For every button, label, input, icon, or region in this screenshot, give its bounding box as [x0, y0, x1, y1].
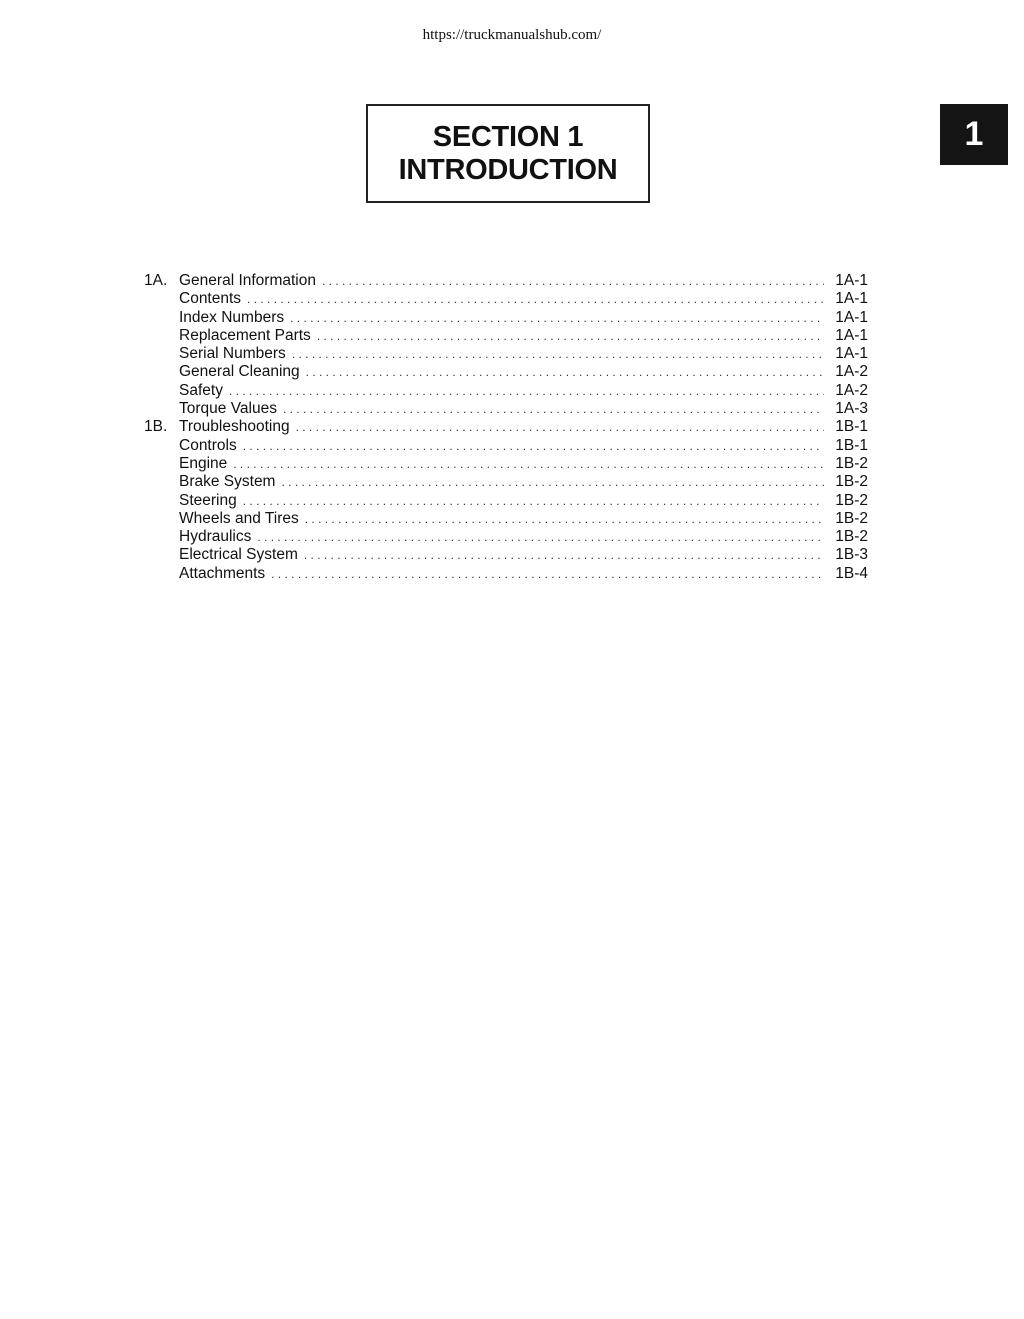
dot-leader	[283, 400, 824, 418]
toc-row	[144, 290, 868, 308]
dot-leader	[306, 363, 824, 381]
toc-entry-title: Replacement Parts	[179, 326, 311, 344]
toc-row	[144, 382, 868, 400]
toc-row	[144, 492, 868, 510]
toc-row	[144, 437, 868, 455]
toc-entry-number: 1A.	[144, 272, 168, 289]
dot-leader	[243, 437, 824, 455]
toc-row	[144, 345, 868, 363]
toc-entry-number: 1B.	[144, 418, 168, 436]
toc-entry-page: 1B-2	[835, 454, 868, 472]
section-title-box	[366, 104, 650, 203]
section-name-heading: INTRODUCTION	[398, 153, 618, 186]
toc-row	[144, 400, 868, 418]
table-of-contents	[144, 272, 868, 583]
dot-leader	[281, 473, 824, 491]
toc-entry-page: 1A-1	[835, 326, 868, 344]
toc-row	[144, 272, 868, 290]
toc-entry-title: General Information	[179, 272, 316, 289]
toc-entry-title: Index Numbers	[179, 308, 285, 326]
toc-entry-page: 1B-4	[835, 564, 868, 582]
toc-entry-title: Controls	[179, 436, 237, 454]
toc-row	[144, 309, 868, 327]
toc-row	[144, 510, 868, 528]
toc-entry-title: Contents	[179, 290, 242, 308]
toc-entry-page: 1A-1	[835, 290, 868, 308]
toc-entry-title: Attachments	[179, 564, 266, 582]
toc-entry-page: 1A-3	[835, 400, 868, 418]
toc-entry-page: 1B-2	[835, 473, 868, 491]
toc-entry-page: 1B-3	[835, 546, 868, 564]
source-url: https://truckmanualshub.com/	[422, 27, 602, 43]
toc-row	[144, 455, 868, 473]
dot-leader	[305, 510, 824, 528]
toc-entry-page: 1B-2	[835, 509, 868, 527]
toc-entry-title: Engine	[179, 454, 228, 472]
toc-row	[144, 363, 868, 381]
dot-leader	[292, 345, 824, 363]
dot-leader	[322, 272, 824, 290]
toc-entry-title: Troubleshooting	[179, 418, 290, 436]
toc-entry-page: 1A-1	[835, 308, 868, 326]
toc-row	[144, 565, 868, 583]
dot-leader	[257, 528, 824, 546]
toc-entry-title: Hydraulics	[179, 528, 252, 546]
toc-entry-title: Wheels and Tires	[179, 509, 299, 527]
toc-entry-page: 1B-1	[835, 418, 868, 436]
toc-entry-page: 1A-1	[835, 272, 868, 289]
dot-leader	[304, 546, 824, 564]
toc-entry-page: 1A-2	[835, 381, 868, 399]
toc-entry-title: Torque Values	[179, 400, 277, 418]
toc-row	[144, 473, 868, 491]
toc-row	[144, 418, 868, 436]
toc-entry-title: Brake System	[179, 473, 276, 491]
toc-entry-title: Serial Numbers	[179, 345, 286, 363]
dot-leader	[317, 327, 824, 345]
dot-leader	[290, 309, 824, 327]
toc-entry-title: Electrical System	[179, 546, 298, 564]
toc-entry-title: Steering	[179, 491, 237, 509]
section-number-heading: SECTION 1	[432, 120, 584, 153]
toc-entry-title: Safety	[179, 381, 223, 399]
toc-row	[144, 327, 868, 345]
dot-leader	[247, 290, 824, 308]
toc-entry-page: 1B-2	[835, 528, 868, 546]
toc-entry-page: 1A-2	[835, 363, 868, 381]
toc-entry-page: 1B-1	[835, 436, 868, 454]
dot-leader	[296, 418, 824, 436]
toc-entry-page: 1B-2	[835, 491, 868, 509]
toc-row	[144, 546, 868, 564]
dot-leader	[229, 382, 824, 400]
dot-leader	[271, 565, 824, 583]
dot-leader	[233, 455, 824, 473]
dot-leader	[243, 492, 824, 510]
toc-entry-page: 1A-1	[835, 345, 868, 363]
toc-entry-title: General Cleaning	[179, 363, 300, 381]
toc-row	[144, 528, 868, 546]
section-tab-marker: 1	[940, 104, 1008, 165]
